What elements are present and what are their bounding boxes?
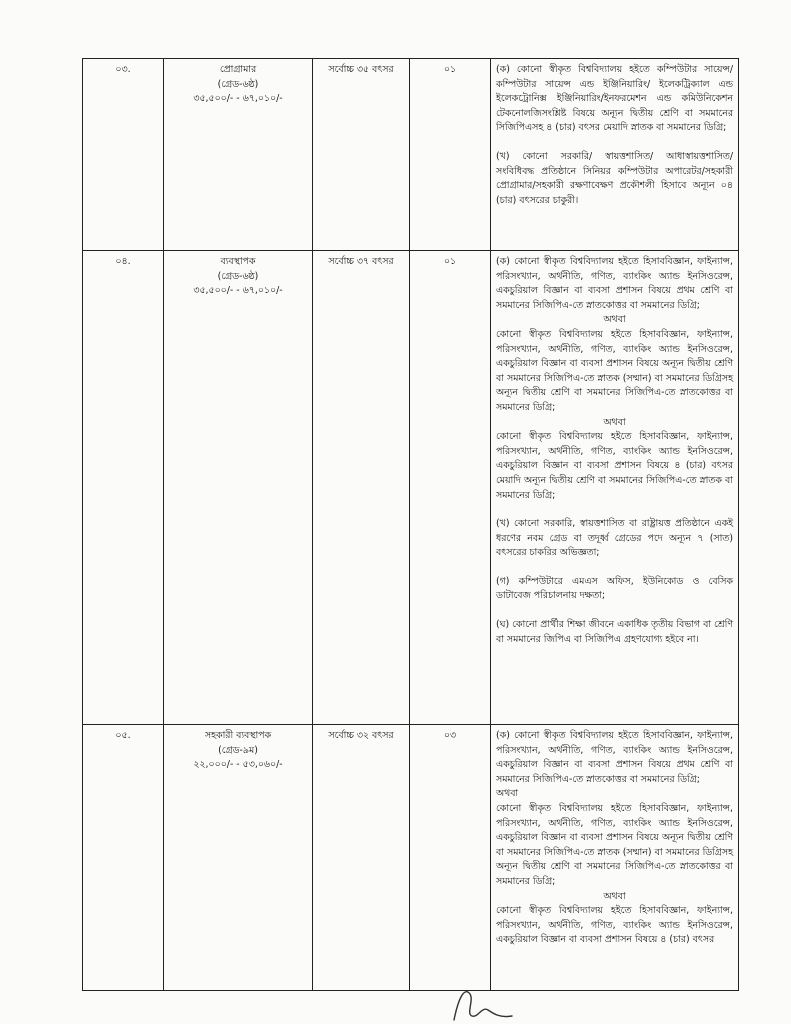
post-count: ০১ (410, 251, 491, 725)
post-name: প্রোগ্রামার (219, 64, 257, 75)
post-cell (164, 725, 313, 991)
qualification-text: কোনো স্বীকৃত বিশ্ববিদ্যালয় হইতে হিসাববিজ্ঞান, ফাইন্যান্স, পরিসংখ্যান, অর্থনীতি, গণিত, ব্যাংকিং অ্যান্ড ইনসিওরেন্স, একচুরিয়াল বিজ্ঞান বা ব্যবসা প্রশাসন বিষয়ে অন্যূন দ্বিতীয় শ্রেণি বা সমমানের সিজিপিএ-তে স্নাতক (সম্মান) বা সমমানের ডিগ্রিসহ অন্যূন দ্বিতীয় শ্রেণি বা সমমানের সিজিপিএ-তে স্নাতকোত্তর বা সমমানের ডিগ্রি; (496, 802, 733, 887)
post-grade: (গ্রেড-৬ষ্ঠ) (217, 270, 259, 282)
or-separator: অথবা (603, 890, 626, 902)
qualification-text: (খ) কোনো সরকারি/ স্বায়ত্তশাসিত/ আধাস্বায়ত্তশাসিত/ সংবিধিবদ্ধ প্রতিষ্ঠানে সিনিয়র কম্পিউটার অপারেটর/সহকারী প্রোগ্রামার/সহকারী রক্ষণাবেক্ষণ প্রকৌশলী হিসাবে অন্যূন ০৪ (চার) বৎসরের চাকুরী। (496, 150, 733, 206)
or-separator: অথবা (496, 788, 519, 800)
post-cell (164, 251, 313, 725)
post-grade: (গ্রেড-৬ষ্ঠ) (217, 78, 259, 90)
post-name: ব্যবস্থাপক (220, 256, 256, 267)
qualification-text: (গ) কম্পিউটারে এমএস অফিস, ইউনিকোড ও বেসিক ডাটাবেজ পরিচালনায় দক্ষতা; (496, 575, 733, 602)
serial-number: ০৪. (83, 251, 164, 725)
qualification-text: (খ) কোনো সরকারি, স্বায়ত্তশাসিত বা রাষ্ট্রায়ত্ত প্রতিষ্ঠানে একই ধরণের নবম গ্রেড বা তদূর্ধ্ব গ্রেডের পদে অন্যূন ৭ (সাত) বৎসরের চাকরির অভিজ্ঞতা; (496, 518, 733, 559)
table-row (83, 725, 739, 991)
age-limit: সর্বোচ্চ ৩৭ বৎসর (313, 251, 410, 725)
pay-scale: ২২,০০০/- - ৫৩,০৬০/- (193, 759, 283, 771)
serial-number: ০৩. (83, 59, 164, 251)
qualification-text: (ক) কোনো স্বীকৃত বিশ্ববিদ্যালয় হইতে হিসাববিজ্ঞান, ফাইন্যান্স, পরিসংখ্যান, অর্থনীতি, গণিত, ব্যাংকিং অ্যান্ড ইনসিওরেন্স, একচুরিয়াল বিজ্ঞান বা ব্যবসা প্রশাসন বিষয়ে প্রথম শ্রেণি বা সমমানের সিজিপিএ-তে স্নাতকোত্তর বা সমমানের ডিগ্রি; (496, 256, 733, 311)
qualification-cell (491, 59, 739, 251)
post-name: সহকারী ব্যবস্থাপক (204, 730, 272, 741)
or-separator: অথবা (603, 416, 626, 428)
qualification-text: কোনো স্বীকৃত বিশ্ববিদ্যালয় হইতে হিসাববিজ্ঞান, ফাইন্যান্স, পরিসংখ্যান, অর্থনীতি, গণিত, ব্যাংকিং অ্যান্ড ইনসিওরেন্স, একচুরিয়াল বিজ্ঞান বা ব্যবসা প্রশাসন বিষয়ে ৪ (চার) বৎসর (496, 905, 733, 946)
qualification-cell (491, 725, 739, 991)
post-cell (164, 59, 313, 251)
recruitment-table (82, 58, 739, 991)
signature-mark (448, 980, 518, 1024)
post-count: ০১ (410, 59, 491, 251)
age-limit: সর্বোচ্চ ৩২ বৎসর (313, 725, 410, 991)
qualification-text: কোনো স্বীকৃত বিশ্ববিদ্যালয় হইতে হিসাববিজ্ঞান, ফাইন্যান্স, পরিসংখ্যান, অর্থনীতি, গণিত, ব্যাংকিং অ্যান্ড ইনসিওরেন্স, একচুরিয়াল বিজ্ঞান বা ব্যবসা প্রশাসন বিষয়ে অন্যূন দ্বিতীয় শ্রেণি বা সমমানের সিজিপিএ-তে স্নাতক (সম্মান) বা সমমানের ডিগ্রিসহ অন্যূন দ্বিতীয় শ্রেণি বা সমমানের সিজিপিএ-তে স্নাতকোত্তর বা সমমানের ডিগ্রি; (496, 328, 733, 413)
qualification-cell (491, 251, 739, 725)
table-row (83, 59, 739, 251)
pay-scale: ৩৫,৫০০/- - ৬৭,০১০/- (193, 285, 283, 297)
post-grade: (গ্রেড-৯ম) (218, 744, 258, 756)
serial-number: ০৫. (83, 725, 164, 991)
qualification-text: কোনো স্বীকৃত বিশ্ববিদ্যালয় হইতে হিসাববিজ্ঞান, ফাইন্যান্স, পরিসংখ্যান, অর্থনীতি, গণিত, ব্যাংকিং অ্যান্ড ইনসিওরেন্স, একচুরিয়াল বিজ্ঞান বা ব্যবসা প্রশাসন বিষয়ে ৪ (চার) বৎসর মেয়াদি অন্যূন দ্বিতীয় শ্রেণি বা সমমানের সিজিপিএ-তে স্নাতক বা সমমানের ডিগ্রি; (496, 431, 733, 501)
pay-scale: ৩৫,৫০০/- - ৬৭,০১০/- (193, 93, 283, 105)
qualification-text: (ঘ) কোনো প্রার্থীর শিক্ষা জীবনে একাধিক তৃতীয় বিভাগ বা শ্রেণি বা সমমানের জিপিএ বা সিজিপিএ গ্রহণযোগ্য হইবে না। (496, 619, 733, 645)
qualification-text: (ক) কোনো স্বীকৃত বিশ্ববিদ্যালয় হইতে কম্পিউটার সায়েন্স/কম্পিউটার সায়েন্স এন্ড ইঞ্জিনিয়ারিং/ ইলেকট্রিক্যাল এন্ড ইলেকট্রোনিক্স ইঞ্জিনিয়ারিং/ইনফরমেশন এন্ড কমিউনিকেশন টেকনোলজিসংশ্লিষ্ট বিষয়ে অন্যূন দ্বিতীয় শ্রেণি বা সমমানের সিজিপিএসহ ৪ (চার) বৎসর মেয়াদি স্নাতক বা সমমানের ডিগ্রি; (496, 64, 733, 134)
qualification-text: (ক) কোনো স্বীকৃত বিশ্ববিদ্যালয় হইতে হিসাববিজ্ঞান, ফাইন্যান্স, পরিসংখ্যান, অর্থনীতি, গণিত, ব্যাংকিং অ্যান্ড ইনসিওরেন্স, একচুরিয়াল বিজ্ঞান বা ব্যবসা প্রশাসন বিষয়ে প্রথম শ্রেণি বা সমমানের সিজিপিএ-তে স্নাতকোত্তর বা সমমানের ডিগ্রি; (496, 730, 733, 785)
table-row (83, 251, 739, 725)
or-separator: অথবা (603, 314, 626, 326)
age-limit: সর্বোচ্চ ৩৫ বৎসর (313, 59, 410, 251)
post-count: ০৩ (410, 725, 491, 991)
